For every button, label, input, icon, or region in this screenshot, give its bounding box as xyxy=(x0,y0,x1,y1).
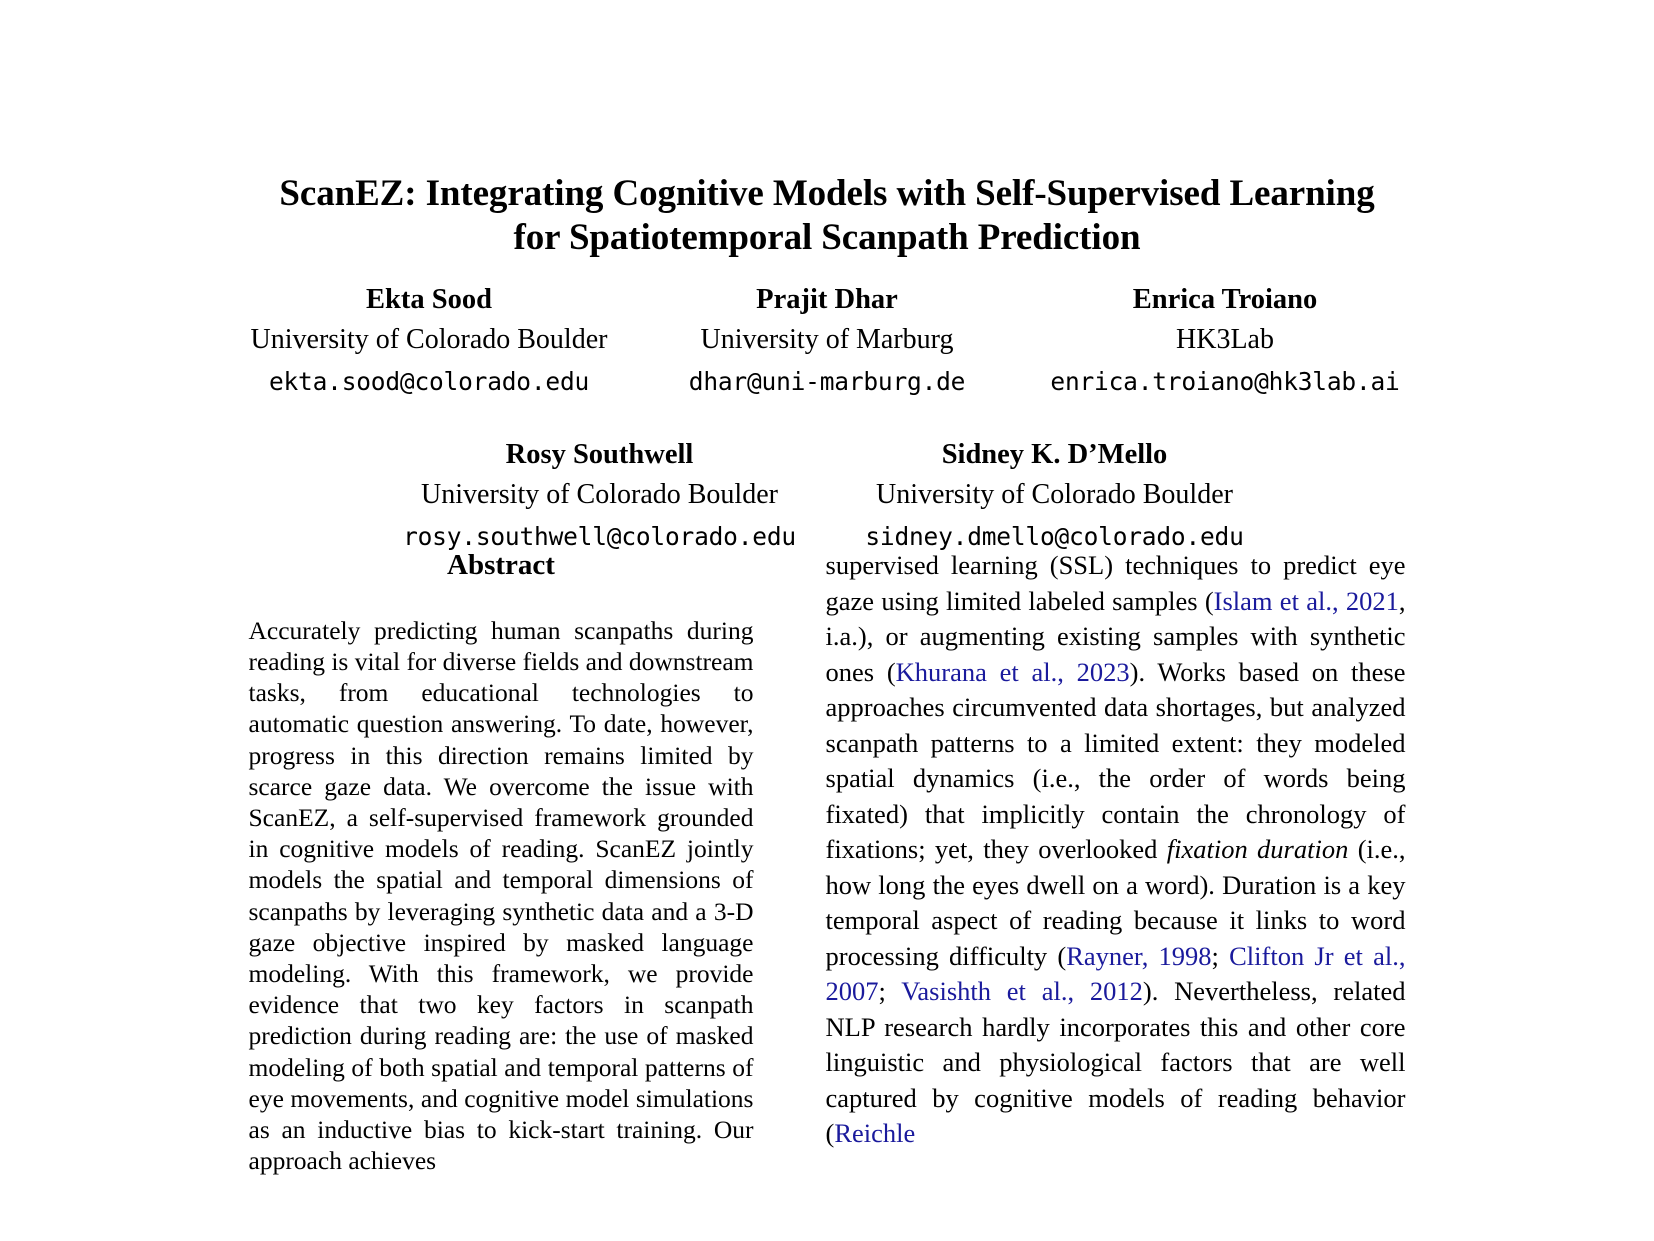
body-text-run: , i.a.), or augmenting existing samples with synthetic ones ( xyxy=(825,585,1406,687)
author-row-1 xyxy=(217,281,1437,398)
abstract-heading: Abstract xyxy=(447,549,555,581)
body-text-run: ). Nevertheless, related NLP research hardly incorporates this and other core linguistic and physiological factors that are well captured by cognitive models of reading behavior ( xyxy=(825,976,1406,1148)
citation-link[interactable]: Rayner, 1998 xyxy=(1066,940,1212,971)
author-affiliation: University of Colorado Boulder xyxy=(250,324,608,356)
author-affiliation: HK3Lab xyxy=(1176,324,1274,356)
author-block xyxy=(217,259,1437,553)
author-row-2 xyxy=(217,398,1437,553)
author-email[interactable]: dhar@uni-marburg.de xyxy=(688,367,966,397)
title-block xyxy=(237,0,1417,259)
body-columns xyxy=(0,548,1654,1176)
author-name: Prajit Dhar xyxy=(756,284,898,316)
body-text-run: ; xyxy=(1211,940,1230,971)
citation-link[interactable]: Islam et al., 2021 xyxy=(1213,585,1399,616)
author-affiliation: University of Colorado Boulder xyxy=(421,479,778,511)
author-rosy-southwell xyxy=(372,436,827,553)
author-name: Rosy Southwell xyxy=(505,439,694,471)
author-email[interactable]: rosy.southwell@colorado.edu xyxy=(403,522,796,552)
title-line-2: for Spatiotemporal Scanpath Prediction xyxy=(513,216,1141,258)
citation-link[interactable]: Reichle xyxy=(834,1118,916,1148)
body-text-run: (i.e., how long the eyes dwell on a word). Duration is a key temporal aspect of reading because it links to word processing difficulty ( xyxy=(825,834,1406,971)
author-name: Sidney K. D’Mello xyxy=(941,439,1168,471)
author-name: Enrica Troiano xyxy=(1132,284,1318,316)
author-email[interactable]: enrica.troiano@hk3lab.ai xyxy=(1050,367,1400,397)
body-text-run: ; xyxy=(878,976,902,1006)
author-email[interactable]: sidney.dmello@colorado.edu xyxy=(865,522,1244,552)
citation-link[interactable]: Clifton Jr et al., 2007 xyxy=(825,940,1406,1006)
author-affiliation: University of Colorado Boulder xyxy=(876,479,1233,511)
author-name: Ekta Sood xyxy=(366,284,492,316)
author-sidney-dmello xyxy=(827,436,1282,553)
emphasized-term: fixation duration xyxy=(1166,834,1349,864)
body-text-run: supervised learning (SSL) techniques to predict eye gaze using limited labeled samples ( xyxy=(825,550,1406,616)
page-title xyxy=(237,172,1417,259)
author-affiliation: University of Marburg xyxy=(700,324,954,356)
body-text-run: ). Works based on these approaches circumvented data shortages, but analyzed scanpath patterns to a limited extent: they modeled spatial dynamics (i.e., the order of words being fixated) that implicitly contain the chronology of fixations; yet, they overlooked xyxy=(825,656,1406,864)
introduction-text xyxy=(826,548,1406,1152)
author-email[interactable]: ekta.sood@colorado.edu xyxy=(268,367,590,397)
citation-link[interactable]: Vasishth et al., 2012 xyxy=(901,976,1143,1006)
author-prajit-dhar xyxy=(628,281,1026,398)
citation-link[interactable]: Khurana et al., 2023 xyxy=(895,656,1130,687)
title-line-1: ScanEZ: Integrating Cognitive Models with Self-Supervised Learning xyxy=(279,173,1375,214)
abstract-text: Accurately predicting human scanpaths during reading is vital for diverse fields and downstream tasks, from educational technologies to automatic question answering. To date, however, progress in this direction remains limited by scarce gaze data. We overcome the issue with ScanEZ, a self-supervised framework grounded in cognitive models of reading. ScanEZ jointly models the spatial and temporal dimensions of scanpaths by leveraging synthetic data and a 3-D gaze objective inspired by masked language modeling. With this framework, we provide evidence that two key factors in scanpath prediction during reading are: the use of masked modeling of both spatial and temporal patterns of eye movements, and cognitive model simulations as an inductive bias to kick-start training. Our approach achieves xyxy=(248,615,754,1176)
author-ekta-sood xyxy=(230,281,628,398)
left-column xyxy=(249,548,754,1176)
author-enrica-troiano xyxy=(1026,281,1424,398)
right-column xyxy=(826,548,1406,1176)
